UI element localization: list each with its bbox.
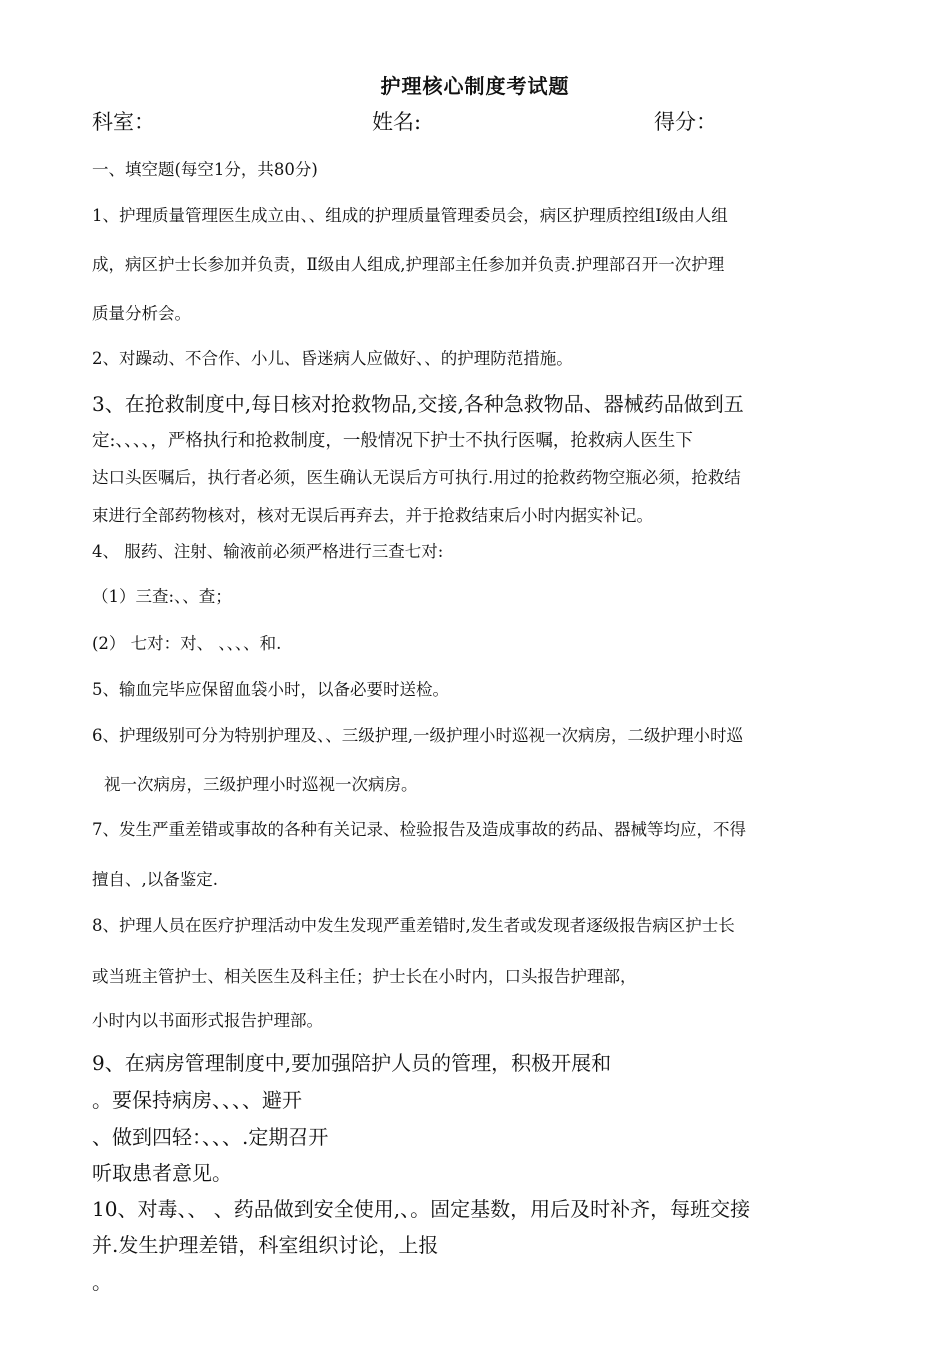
question-4-item-2: (2） 七对：对、 、、、、和. xyxy=(92,634,282,653)
question-8-line-3: 小时内以书面形式报告护理部。 xyxy=(92,1011,323,1030)
question-3-line-2: 定:、、、、，严格执行和抢救制度，一般情况下护士不执行医嘱，抢救病人医生下 xyxy=(92,431,693,451)
question-2: 2、对躁动、不合作、小儿、昏迷病人应做好、、的护理防范措施。 xyxy=(92,349,573,368)
question-1-line-3: 质量分析会。 xyxy=(92,304,191,323)
question-10-line-2: 并.发生护理差错，科室组织讨论，上报 xyxy=(92,1233,439,1257)
page-title: 护理核心制度考试题 xyxy=(380,74,570,98)
question-8-line-1: 8、护理人员在医疗护理活动中发生发现严重差错时,发生者或发现者逐级报告病区护士长 xyxy=(92,916,735,935)
question-6-line-1: 6、护理级别可分为特别护理及、、三级护理,一级护理小时巡视一次病房，二级护理小时巡 xyxy=(92,726,743,745)
question-3-line-3: 达口头医嘱后，执行者必须，医生确认无误后方可执行.用过的抢救药物空瓶必须，抢救结 xyxy=(92,468,741,487)
question-7-line-1: 7、发生严重差错或事故的各种有关记录、检验报告及造成事故的药品、器械等均应，不得 xyxy=(92,820,746,839)
question-1-line-2: 成，病区护士长参加并负责，Ⅱ级由人组成,护理部主任参加并负责.护理部召开一次护理 xyxy=(92,255,725,274)
question-1-line-1: 1、护理质量管理医生成立由、、组成的护理质量管理委员会，病区护理质控组Ⅰ级由人组 xyxy=(92,206,728,225)
question-9-line-2: 。要保持病房、、、、避开 xyxy=(92,1088,302,1112)
question-9-line-1: 9、在病房管理制度中,要加强陪护人员的管理，积极开展和 xyxy=(92,1051,612,1075)
question-4: 4、 服药、注射、输液前必须严格进行三查七对: xyxy=(92,542,444,561)
section-heading: 一、填空题(每空1分，共80分) xyxy=(92,160,318,179)
question-9-line-3: 、做到四轻：、、、.定期召开 xyxy=(92,1125,329,1149)
score-label: 得分： xyxy=(654,110,717,134)
question-3-line-1: 3、在抢救制度中,每日核对抢救物品,交接,各种急救物品、器械药品做到五 xyxy=(92,392,744,416)
question-10-line-1: 10、对毒、、 、药品做到安全使用,、。固定基数，用后及时补齐，每班交接 xyxy=(92,1197,751,1221)
question-9-line-4: 听取患者意见。 xyxy=(92,1161,232,1185)
question-8-line-2: 或当班主管护士、相关医生及科主任；护士长在小时内，口头报告护理部， xyxy=(92,967,637,986)
question-5: 5、输血完毕应保留血袋小时，以备必要时送检。 xyxy=(92,680,449,699)
name-label: 姓名: xyxy=(372,110,422,134)
question-7-line-2: 擅自、,以备鉴定. xyxy=(92,870,218,889)
question-4-item-1: （1）三查:、、查； xyxy=(92,587,232,606)
question-3-line-4: 束进行全部药物核对，核对无误后再弃去，并于抢救结束后小时内据实补记。 xyxy=(92,506,653,525)
department-label: 科室： xyxy=(92,110,155,134)
question-10-line-3: 。 xyxy=(92,1270,112,1294)
question-6-line-2: 视一次病房，三级护理小时巡视一次病房。 xyxy=(104,775,418,794)
